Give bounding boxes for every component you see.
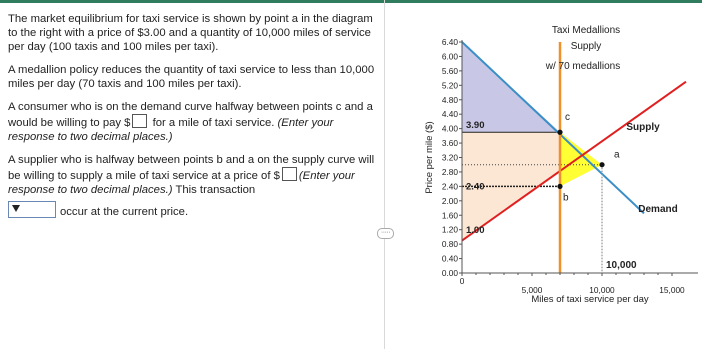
- point-label-c: c: [565, 112, 570, 124]
- point-label-a: a: [614, 149, 620, 161]
- transaction-dropdown[interactable]: [8, 201, 56, 218]
- y-tick-label: 5.20: [441, 80, 458, 91]
- panel-resize-handle-icon[interactable]: ·····: [377, 228, 394, 239]
- y-tick-label: 0.00: [441, 268, 458, 278]
- y-tick-label: 6.40: [441, 37, 458, 47]
- y-tick-label: 3.60: [441, 138, 458, 149]
- chart-title-line: w/ 70 medallions: [545, 61, 621, 72]
- y-tick-label: 5.60: [441, 65, 458, 76]
- para3-hint: (Enter your response to two decimal places.): [8, 117, 334, 143]
- para4-hint: (Enter your response to two decimal places.): [8, 170, 355, 196]
- panel-divider[interactable]: [384, 0, 385, 349]
- y-tick-label: 4.80: [441, 94, 458, 105]
- x-tick-label: 0: [459, 276, 465, 286]
- supply-label: Supply: [626, 122, 660, 133]
- point-a: [599, 162, 604, 167]
- para3-text-post: for a mile of taxi service.: [149, 117, 275, 129]
- question-para-1: The market equilibrium for taxi service is shown by point a in the diagram to the right with a price of $3.00 and a quantity of 10,000 miles of service per day (100 taxis and 100 miles per taxi).: [8, 13, 373, 53]
- top-accent-bar: [0, 0, 702, 3]
- para4-text: A supplier who is halfway between points b and a on the supply curve will be willing to supply a mile of taxi service at a price of $: [8, 154, 375, 182]
- chart-title-line: Taxi Medallions: [551, 25, 621, 36]
- x-axis-title: Miles of taxi service per day: [531, 294, 649, 305]
- price-label: 2.40: [466, 181, 485, 193]
- taxi-medallion-chart: [400, 5, 700, 305]
- x-tick-label: 15,000: [659, 285, 685, 295]
- supplier-price-input[interactable]: [282, 167, 297, 181]
- question-para-2: A medallion policy reduces the quantity of taxi service to less than 10,000 miles per day (70 taxis and 100 miles per taxi).: [8, 64, 375, 90]
- para4-text-post: This transaction: [172, 184, 256, 196]
- y-tick-label: 6.00: [441, 51, 458, 62]
- y-tick-label: 2.40: [441, 181, 458, 192]
- dropdown-arrow-icon: [12, 205, 20, 212]
- y-tick-label: 3.20: [441, 152, 458, 163]
- para3-text: A consumer who is on the demand curve halfway between points c and a would be willing to pay $: [8, 101, 373, 129]
- question-panel: [8, 12, 376, 228]
- y-tick-label: 0.40: [441, 253, 458, 264]
- x-tick-label: 5,000: [521, 285, 543, 295]
- y-tick-label: 4.00: [441, 123, 458, 134]
- y-axis-title: Price per mile ($): [424, 121, 435, 194]
- price-label: 3.90: [466, 120, 485, 132]
- price-label: 1.00: [466, 224, 485, 236]
- consumer-price-input[interactable]: [132, 114, 147, 128]
- para5-text: occur at the current price.: [60, 206, 189, 218]
- point-b: [557, 184, 562, 189]
- x-tick-label: 10,000: [589, 285, 615, 295]
- quantity-label-10000: 10,000: [606, 260, 637, 271]
- y-tick-label: 4.40: [441, 109, 458, 120]
- y-tick-label: 2.00: [441, 195, 458, 206]
- point-c: [557, 130, 562, 135]
- y-tick-label: 2.80: [441, 166, 458, 177]
- y-tick-label: 0.80: [441, 239, 458, 250]
- question-para-3: [8, 100, 376, 144]
- demand-label: Demand: [638, 204, 678, 215]
- point-label-b: b: [563, 192, 569, 204]
- question-para-4: [8, 153, 376, 197]
- y-tick-label: 1.60: [441, 210, 458, 221]
- chart-title-line: Supply: [570, 41, 602, 52]
- question-para-5: [8, 201, 376, 219]
- y-tick-label: 1.20: [441, 224, 458, 235]
